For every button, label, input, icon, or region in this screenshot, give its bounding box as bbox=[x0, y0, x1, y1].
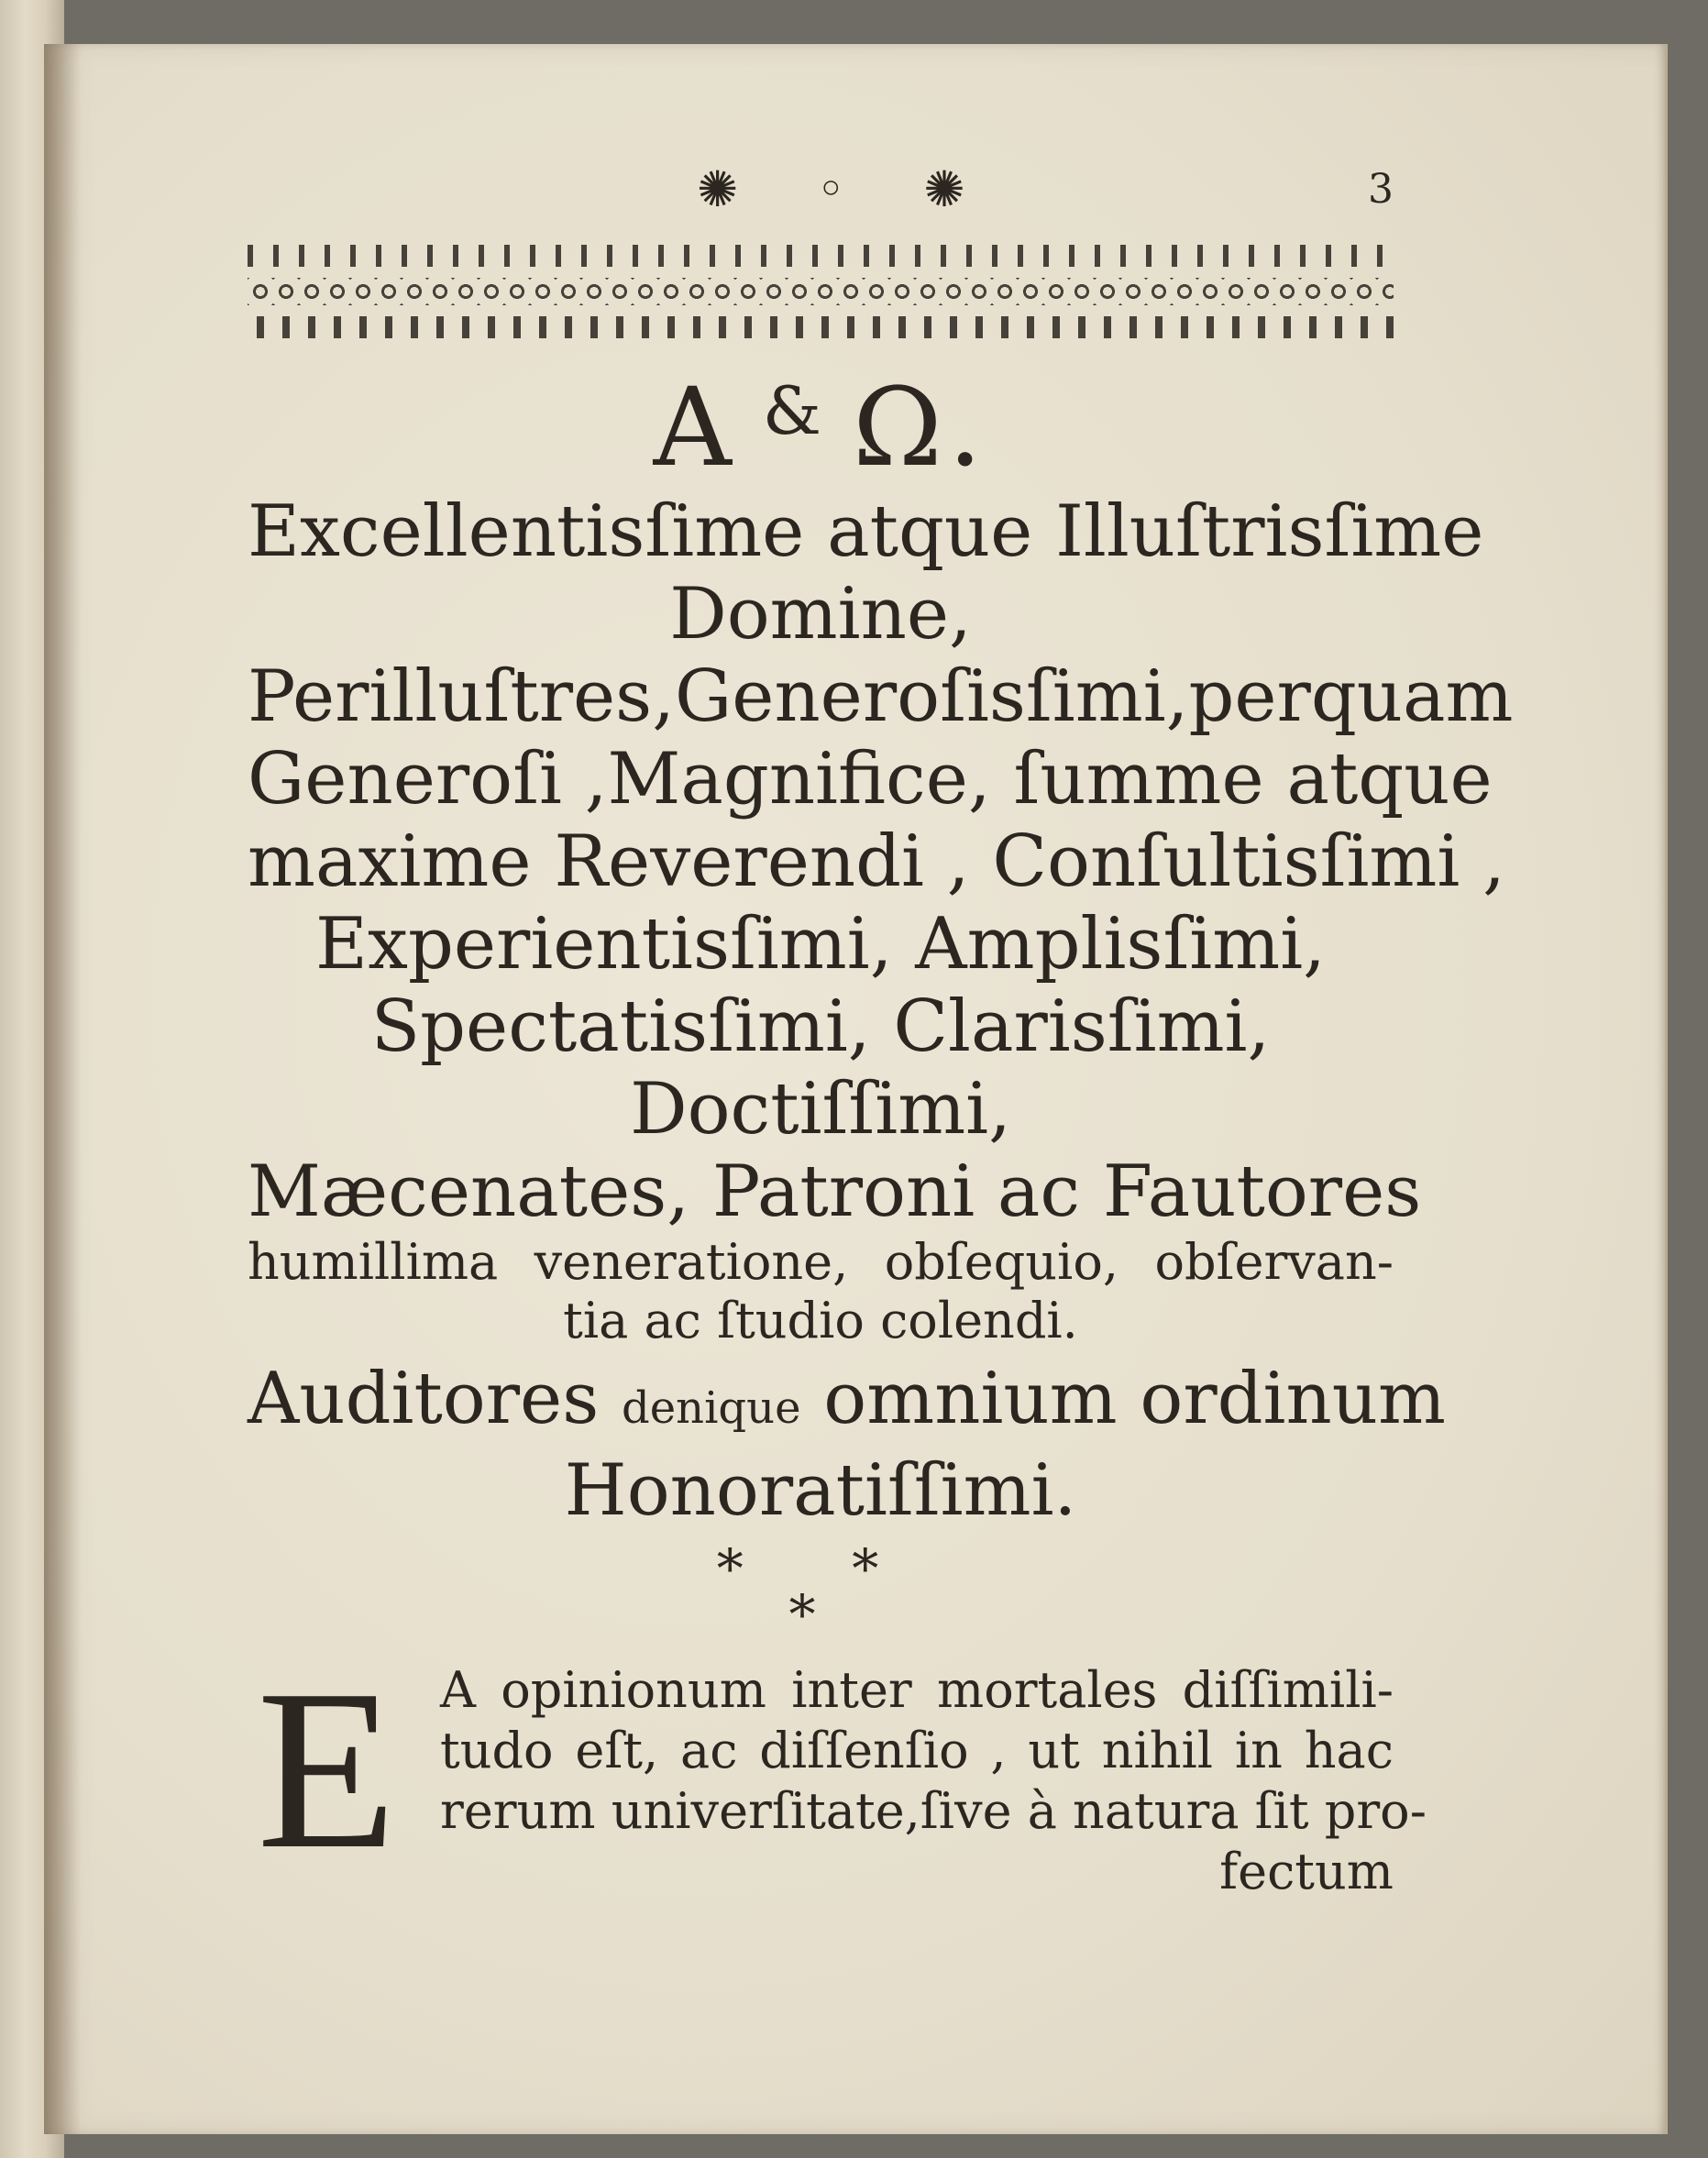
page-number: 3 bbox=[1368, 166, 1394, 213]
text-line: tudo eſt, ac diſſenſio , ut nihil in hac bbox=[440, 1722, 1394, 1779]
asterism-divider: * * bbox=[716, 1537, 925, 1600]
alpha-omega-title bbox=[248, 364, 1394, 490]
page-gutter-shadow bbox=[44, 44, 81, 2134]
address-line: maxime Reverendi , Conſultisſimi , bbox=[248, 820, 1505, 903]
address-line: tia ac ſtudio colendi. bbox=[563, 1292, 1078, 1349]
title-omega: Ω. bbox=[852, 364, 988, 490]
address-line: Perilluſtres,Generoſisſimi,perquam bbox=[248, 655, 1514, 738]
auditores-word: Auditores bbox=[248, 1358, 600, 1440]
address-line: Honoratiſſimi. bbox=[564, 1449, 1077, 1532]
text-line: A opinionum inter mortales diſſimili- bbox=[440, 1661, 1394, 1719]
page-content bbox=[248, 160, 1514, 1917]
asterism-divider-bottom: * bbox=[788, 1583, 816, 1646]
address-line: Experientisſimi, Amplisſimi, bbox=[315, 903, 1326, 985]
omnium-ordinum-words: omnium ordinum bbox=[823, 1358, 1446, 1440]
headpiece-border-ornament bbox=[248, 237, 1394, 346]
fleuron-ornament: ✺ ◦ ✺ bbox=[697, 160, 997, 218]
drop-cap-letter: E bbox=[257, 1643, 397, 1897]
address-line: Spectatisſimi, Clarisſimi, bbox=[370, 985, 1271, 1068]
address-line: Domine, bbox=[669, 573, 972, 655]
address-line: Doctiſſimi, bbox=[630, 1068, 1011, 1151]
dedication-address bbox=[248, 490, 1514, 1532]
denique-word: denique bbox=[622, 1382, 801, 1434]
address-line: humillima veneratione, obſequio, obſervan- bbox=[248, 1233, 1394, 1291]
address-line: Mæcenates, Patroni ac Fautores bbox=[248, 1151, 1422, 1233]
title-alpha: A bbox=[653, 364, 737, 490]
address-line bbox=[248, 1358, 1446, 1449]
title-ampersand: & bbox=[762, 372, 827, 449]
page-header bbox=[248, 160, 1394, 234]
opening-paragraph bbox=[248, 1643, 1427, 1917]
address-line: Excellentisſime atque Illuſtrisſime bbox=[248, 490, 1484, 573]
opening-text bbox=[440, 1660, 1427, 1902]
catchword: fectum bbox=[1219, 1843, 1394, 1900]
address-line: Generoſi ,Magnifice, ſumme atque bbox=[248, 738, 1493, 820]
text-line: rerum univerſitate,ſive à natura ſit pro- bbox=[440, 1782, 1427, 1840]
